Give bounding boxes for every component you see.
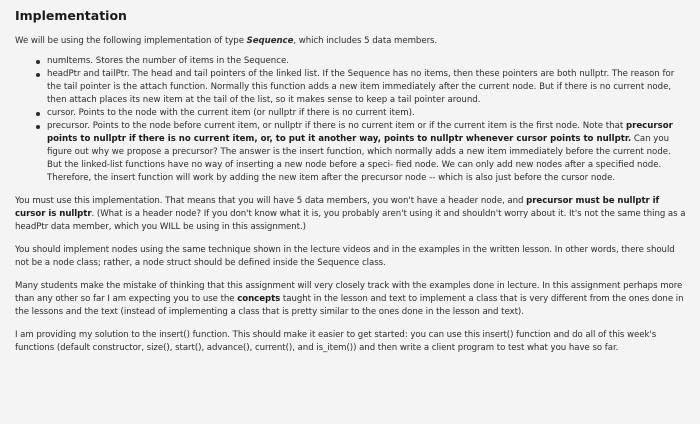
section-heading: Implementation <box>15 8 127 23</box>
list-item-headptr-tailptr: headPtr and tailPtr. The head and tail pointers of the linked list. If the Sequence has no items, then these pointers are both nullptr. The reason for the tail pointer is the attach function. Normally this function adds a new item immediately after the current node. But if there is no current node, then attach places its new item at the tail of the list, so it makes sense to keep a tail pointer around. <box>36 68 688 107</box>
intro-paragraph <box>15 35 688 48</box>
data-members-list <box>15 55 688 185</box>
paragraph-concepts <box>15 280 688 319</box>
paragraph-node-struct: You should implement nodes using the same technique shown in the lecture videos and in the examples in the written lesson. In other words, there should not be a node class; rather, a node struct should be defined inside the Sequence class. <box>15 245 675 268</box>
p1-text-c: . (What is a header node? If you don't know what it is, you probably aren't using it and shouldn't worry about it. It's not the same thing as a headPtr data member, which you WILL be using in this assignment.) <box>15 209 686 232</box>
p3-text-c: taught in the lesson and text to implement a class that is very different from the ones done in the lessons and the text (instead of implementing a class that is pretty similar to the ones done in the lesson and text). <box>15 294 684 317</box>
paragraph-insert-solution: I am providing my solution to the insert() function. This should make it easier to get started: you can use this insert() function and do all of this week's functions (default constructor, size(), start(), advance(), current(), and is_item()) and then write a client program to test what you have so far. <box>15 330 657 353</box>
intro-text-before: We will be using the following implementation of type <box>15 36 247 46</box>
paragraph-implementation-rules <box>15 195 688 234</box>
list-item-cursor: cursor. Points to the node with the current item (or nullptr if there is no current item). <box>36 107 688 120</box>
precursor-text-a: precursor. Points to the node before current item, or nullptr if there is no current item or if the current item is the first node. Note that <box>47 121 626 131</box>
p1-text-a: You must use this implementation. That means that you will have 5 data members, you won't have a header node, and <box>15 196 527 206</box>
precursor-text-c: Can you figure out why we propose a precursor? The answer is the insert function, which normally adds a new item immediately before the current node. But the linked-list functions have no way of inserting a new node before a speci- fied node. We can only add new nodes after a specified node. Therefore, the insert function will work by adding the new item after the precursor node -- which is also just before the cursor node. <box>47 134 671 183</box>
precursor-bold-note: precursor points to nullptr if there is no current item, or, to put it another way, points to nullptr whenever cursor points to nullptr. <box>47 121 673 144</box>
intro-text-after: , which includes 5 data members. <box>293 36 438 46</box>
p3-text-a: Many students make the mistake of thinking that this assignment will very closely track with the examples done in lecture. In this assignment perhaps more than any other so far I am expecting you to use the <box>15 281 683 304</box>
p3-bold: concepts <box>237 294 281 304</box>
p1-bold: precursor must be nullptr if cursor is nullptr <box>15 196 660 219</box>
sequence-type-name: Sequence <box>246 36 294 46</box>
list-item-numitems: numItems. Stores the number of items in the Sequence. <box>36 55 688 68</box>
list-item-precursor <box>36 120 688 185</box>
